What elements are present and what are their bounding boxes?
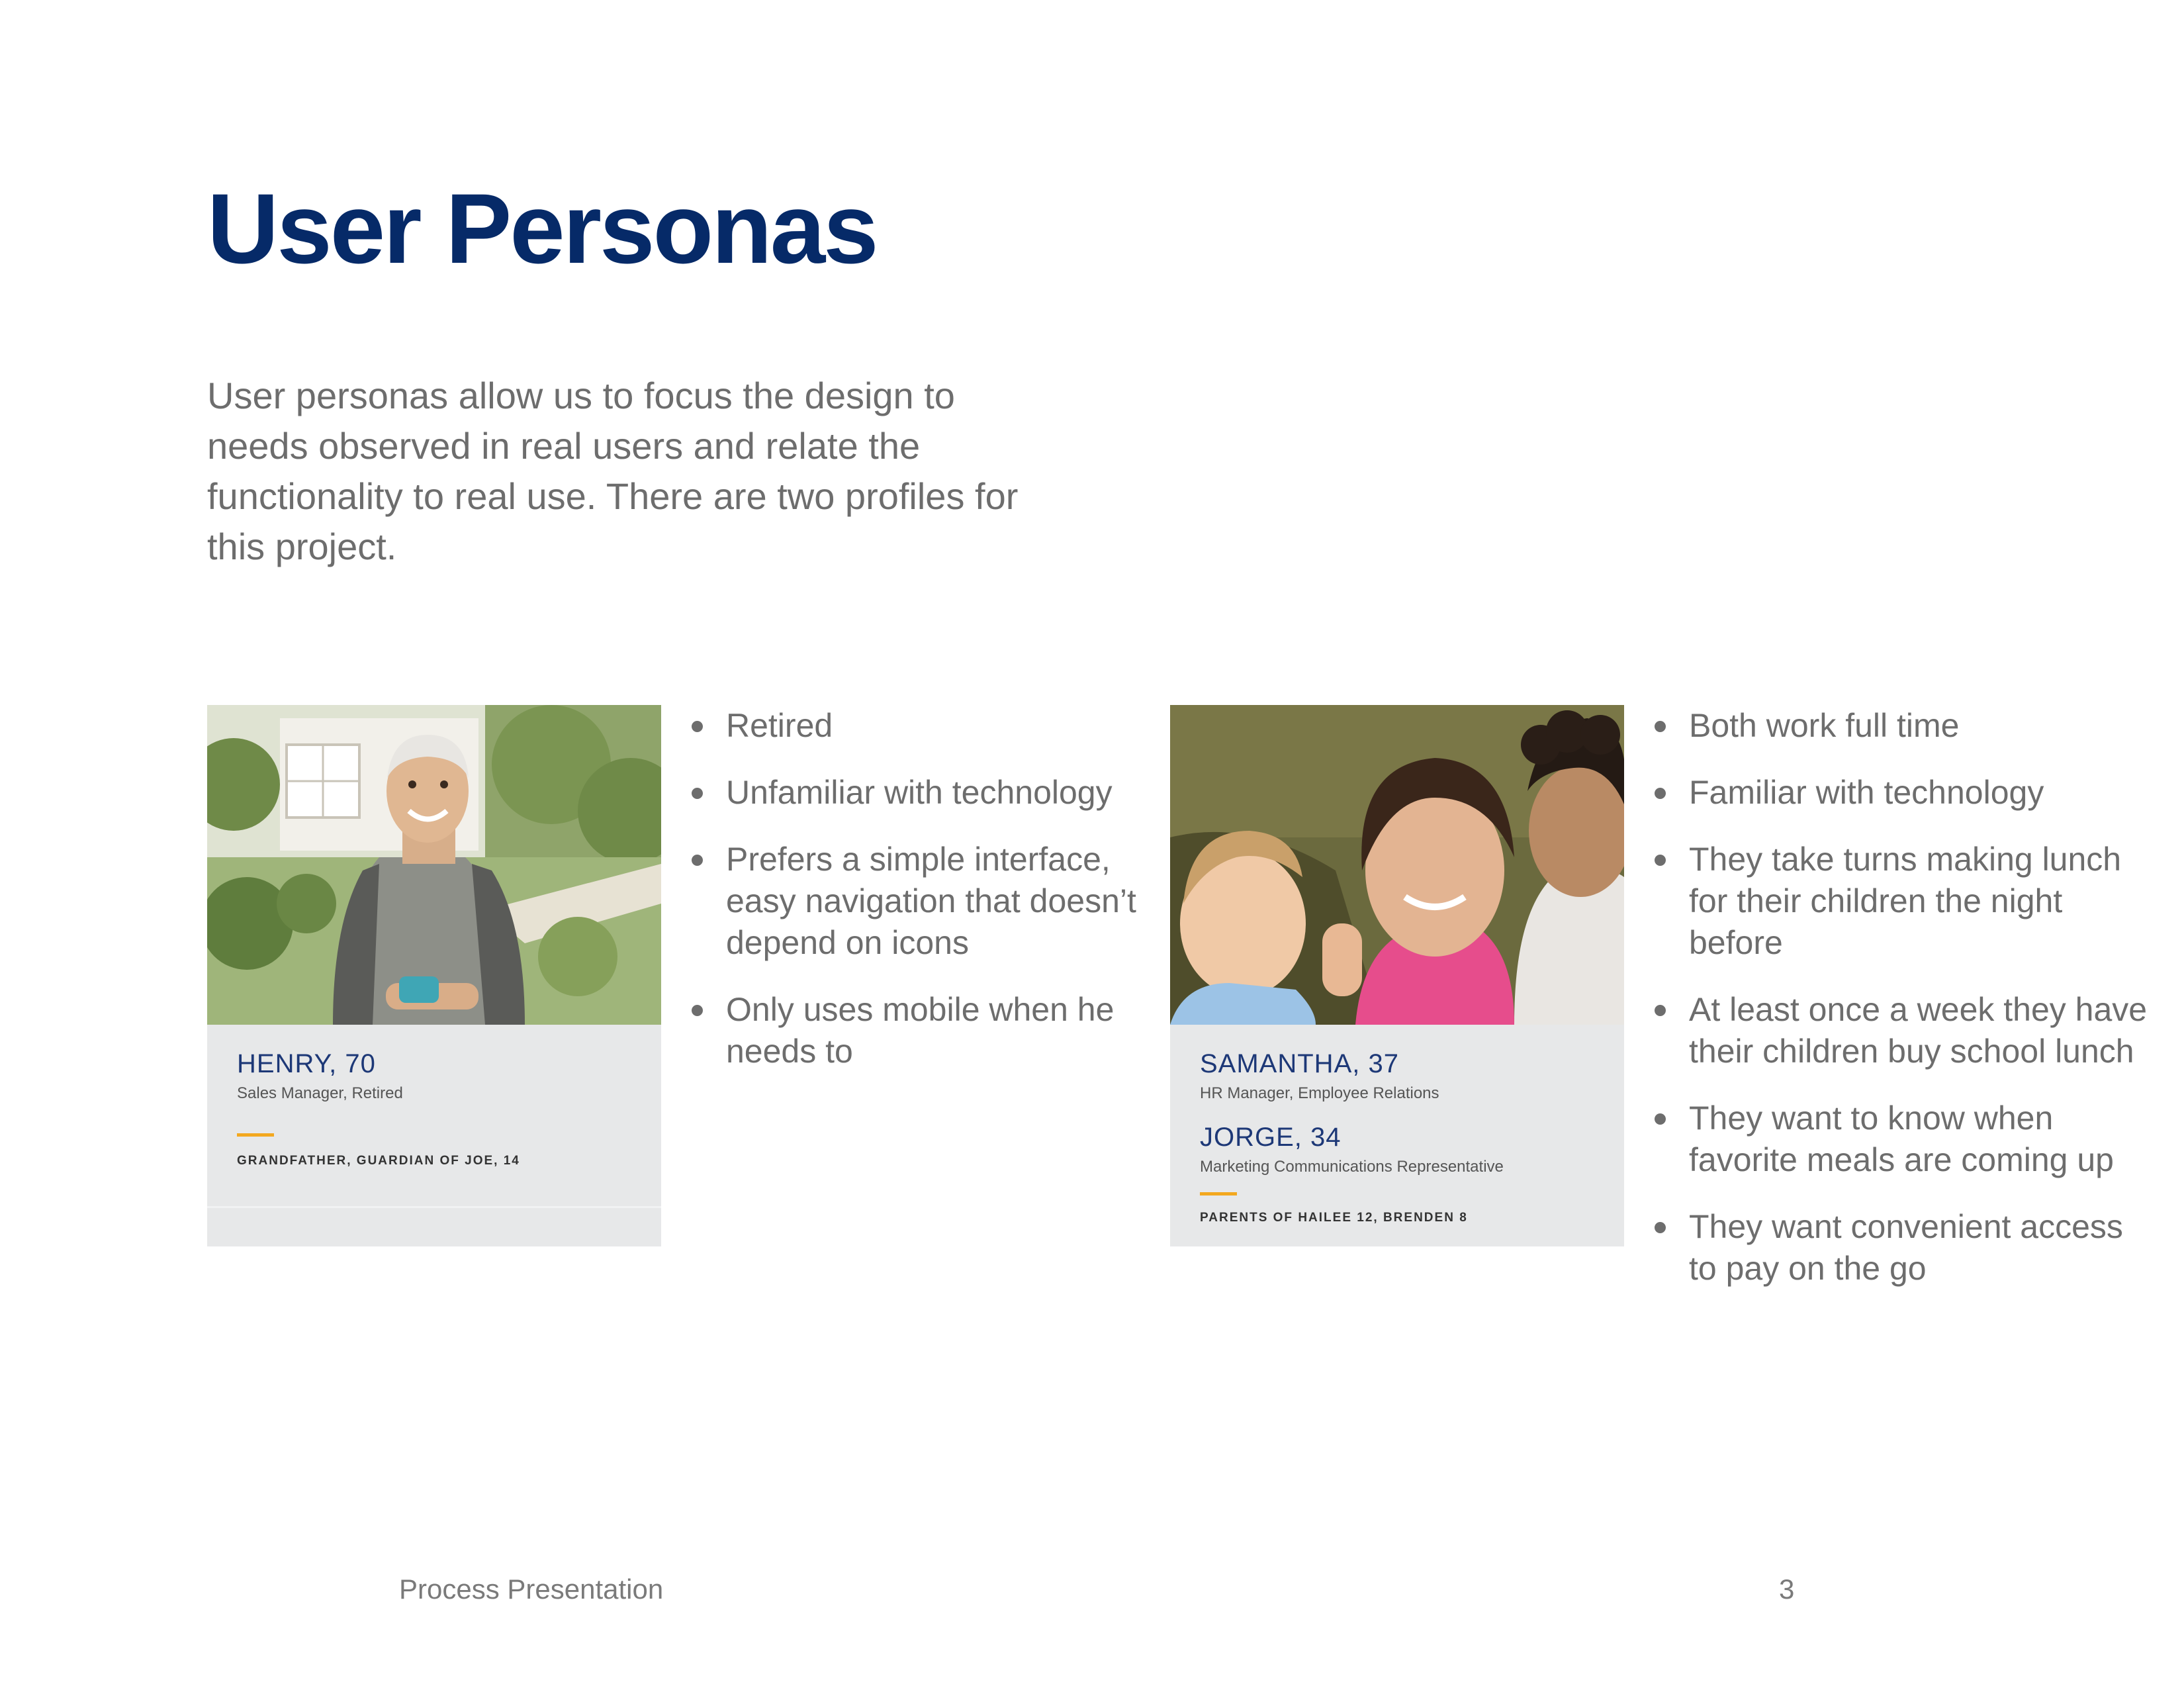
bullet-icon	[1655, 1113, 1666, 1125]
page-title: User Personas	[207, 173, 877, 284]
henry-photo	[207, 705, 661, 1025]
henry-bullets	[692, 705, 1155, 1098]
footer-label: Process Presentation	[399, 1573, 664, 1605]
accent-divider	[237, 1133, 274, 1137]
persona-relationship: PARENTS OF HAILEE 12, BRENDEN 8	[1200, 1211, 1468, 1225]
list-item: They want convenient access to pay on the go	[1655, 1206, 2158, 1289]
bullet-icon	[1655, 788, 1666, 799]
list-item: They want to know when favorite meals are coming up	[1655, 1098, 2158, 1181]
bullet-icon	[692, 721, 703, 732]
list-item: Only uses mobile when he needs to	[692, 989, 1155, 1072]
persona-relationship: GRANDFATHER, GUARDIAN OF JOE, 14	[237, 1154, 520, 1168]
persona-role: Sales Manager, Retired	[237, 1084, 403, 1102]
list-item: Retired	[692, 705, 1155, 747]
persona-card-family	[1170, 705, 1624, 1246]
list-item: At least once a week they have their children buy school lunch	[1655, 989, 2158, 1072]
bullet-icon	[1655, 855, 1666, 866]
persona-name: SAMANTHA, 37	[1200, 1049, 1399, 1078]
intro-paragraph: User personas allow us to focus the design to needs observed in real users and relate the functionality to real use. There are two profiles for this project.	[207, 375, 1019, 567]
list-item: Prefers a simple interface, easy navigation that doesn’t depend on icons	[692, 839, 1155, 964]
persona-name: JORGE, 34	[1200, 1123, 1342, 1152]
list-item: Familiar with technology	[1655, 772, 2158, 814]
bullet-icon	[692, 855, 703, 866]
bullet-icon	[1655, 1222, 1666, 1233]
persona-card-henry	[207, 705, 661, 1246]
list-item: Both work full time	[1655, 705, 2158, 747]
persona-role: HR Manager, Employee Relations	[1200, 1084, 1439, 1102]
persona-name: HENRY, 70	[237, 1049, 376, 1078]
family-bullets	[1655, 705, 2158, 1315]
bullet-icon	[1655, 721, 1666, 732]
accent-divider	[1200, 1192, 1237, 1196]
card-divider	[207, 1206, 661, 1208]
bullet-icon	[692, 1005, 703, 1016]
bullet-icon	[692, 788, 703, 799]
list-item: Unfamiliar with technology	[692, 772, 1155, 814]
page-number: 3	[1779, 1573, 1795, 1605]
list-item: They take turns making lunch for their children the night before	[1655, 839, 2158, 964]
bullet-icon	[1655, 1005, 1666, 1016]
family-photo	[1170, 705, 1624, 1025]
persona-role: Marketing Communications Representative	[1200, 1158, 1504, 1176]
